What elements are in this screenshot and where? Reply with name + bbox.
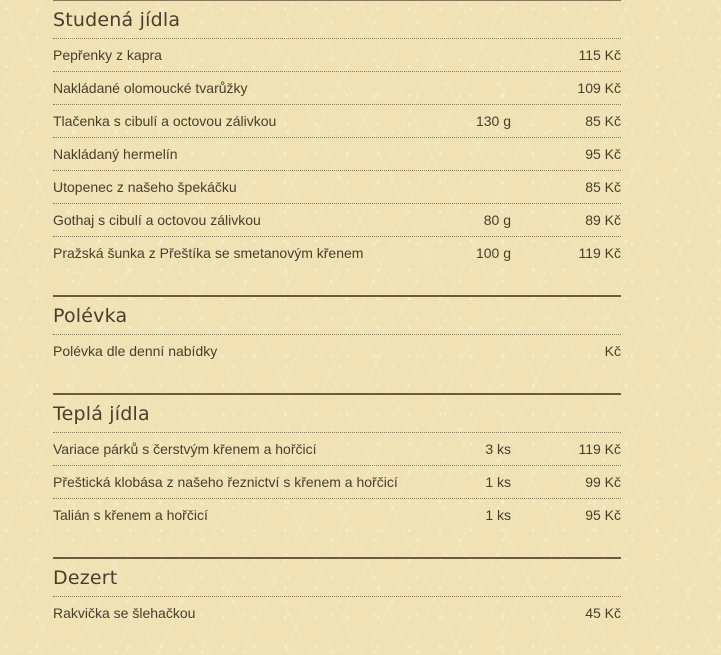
section-dezert [53, 557, 621, 629]
menu-item [53, 432, 621, 465]
item-name: Pepřenky z kapra [53, 47, 162, 63]
item-name: Variace párků s čerstvým křenem a hořčicí [53, 441, 317, 457]
item-name: Talián s křenem a hořčicí [53, 507, 208, 523]
menu-item [53, 203, 621, 236]
menu [53, 0, 621, 655]
item-name: Přeštická klobása z našeho řeznictví s křenem a hořčicí [53, 474, 398, 490]
menu-item [53, 170, 621, 203]
menu-item [53, 38, 621, 71]
item-quantity: 130 g [475, 113, 511, 129]
item-price: 115 Kč [578, 47, 621, 63]
menu-item [53, 596, 621, 629]
item-price: 95 Kč [585, 146, 621, 162]
item-name: Gothaj s cibulí a octovou zálivkou [53, 212, 261, 228]
section-title: Dezert [53, 567, 118, 589]
item-price: Kč [604, 343, 621, 359]
item-price: 119 Kč [578, 441, 621, 457]
item-price: 85 Kč [585, 113, 621, 129]
item-quantity: 3 ks [485, 441, 511, 457]
section-title: Teplá jídla [53, 403, 150, 425]
menu-item [53, 71, 621, 104]
item-name: Pražská šunka z Přeštíka se smetanovým křenem [53, 245, 364, 261]
item-name: Tlačenka s cibulí a octovou zálivkou [53, 113, 277, 129]
item-quantity: 80 g [483, 212, 511, 228]
menu-item [53, 104, 621, 137]
item-price: 89 Kč [585, 212, 621, 228]
item-price: 45 Kč [585, 605, 621, 621]
section-studena-jidla [53, 0, 621, 269]
item-price: 99 Kč [585, 474, 621, 490]
item-price: 109 Kč [577, 80, 621, 96]
item-price: 85 Kč [585, 179, 621, 195]
item-name: Rakvička se šlehačkou [53, 605, 196, 621]
menu-item [53, 236, 621, 269]
item-name: Nakládaný hermelín [53, 146, 178, 162]
item-name: Polévka dle denní nabídky [53, 343, 218, 359]
section-title: Polévka [53, 305, 128, 327]
item-quantity: 100 g [475, 245, 511, 261]
item-name: Utopenec z našeho špekáčku [53, 179, 237, 195]
item-name: Nakládané olomoucké tvarůžky [53, 80, 248, 96]
menu-item [53, 137, 621, 170]
item-quantity: 1 ks [485, 507, 511, 523]
section-title: Studená jídla [53, 9, 181, 31]
section-polevka [53, 295, 621, 367]
menu-item [53, 465, 621, 498]
section-tepla-jidla [53, 393, 621, 531]
item-price: 95 Kč [585, 507, 621, 523]
menu-item [53, 334, 621, 367]
menu-item [53, 498, 621, 531]
item-quantity: 1 ks [485, 474, 511, 490]
item-price: 119 Kč [578, 245, 621, 261]
